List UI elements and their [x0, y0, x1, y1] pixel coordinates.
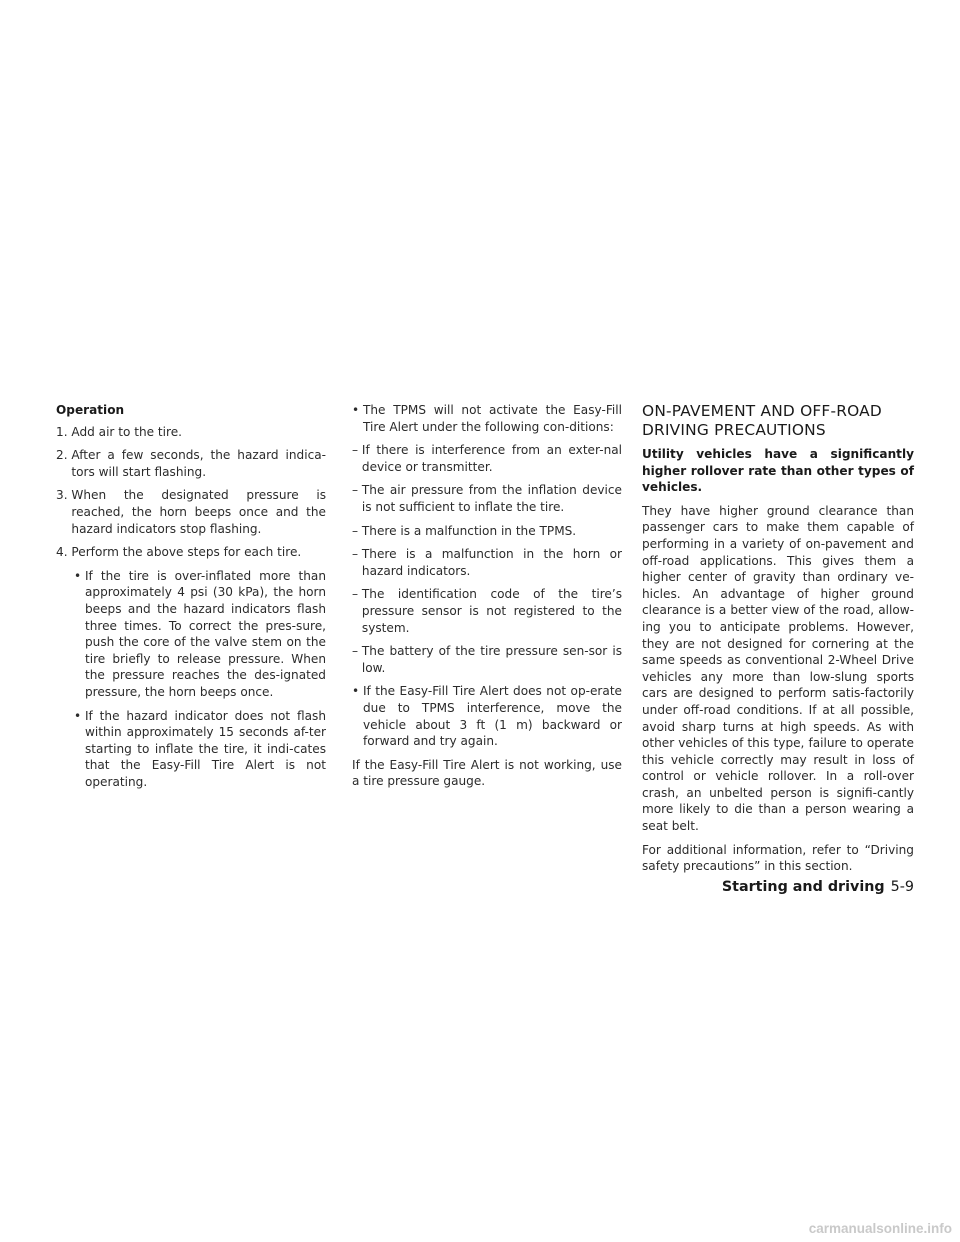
condition-item	[352, 643, 622, 676]
bullet-text: If the hazard indicator does not flash within approximately 15 seconds af-ter starting to inflate the tire, it indi-cates that the Easy-Fill Tire Alert is not operating.	[84, 708, 326, 789]
page-number: 5-9	[890, 879, 914, 895]
step-text: After a few seconds, the hazard indica-tors will start flashing.	[71, 448, 326, 479]
condition-item	[352, 482, 622, 515]
condition-item	[352, 546, 622, 579]
condition-text: If there is interference from an exter-nal device or transmitter.	[361, 443, 622, 474]
bullet-icon: •	[74, 708, 85, 723]
operation-heading: Operation	[56, 403, 125, 417]
bullet-text: If the tire is over-inflated more than approximately 4 psi (30 kPa), the horn beeps and the hazard indicators flash three times. To correct the pres-sure, push the core of the valve stem on the tire briefly to release pressure. When the pressure reaches the des-ignated pressure, the horn beeps once.	[84, 568, 326, 699]
bullet-icon: •	[74, 568, 85, 583]
page-footer	[722, 879, 914, 895]
body-paragraph: They have higher ground clearance than passenger cars to make them capable of performing in a variety of on-pavement and off-road applications. This gives them a higher center of gravity than ordinary ve-hicles. An advantage of higher ground clearance is a better view of the road, allow-ing you to anticipate problems. However, they are not designed for cornering at the same speeds as conventional 2-Wheel Drive vehicles any more than low-slung sports cars are designed to perform satis-factorily under off-road conditions. If at all possible, avoid sharp turns at high speeds. As with other vehicles of this type, failure to operate this vehicle correctly may result in loss of control or vehicle rollover. In a roll-over crash, an unbelted person is signifi-cantly more likely to die than a person wearing a seat belt.	[642, 503, 914, 834]
dash-icon: –	[352, 483, 362, 498]
step-1	[56, 424, 326, 441]
dash-icon: –	[352, 443, 362, 458]
column-driving-precautions	[642, 402, 914, 882]
footer-section-title: Starting and driving	[721, 879, 885, 895]
step-number: 1.	[56, 424, 68, 439]
bullet-interference	[352, 683, 622, 749]
closing-paragraph: If the Easy-Fill Tire Alert is not working, use a tire pressure gauge.	[352, 757, 622, 789]
step-number: 4.	[56, 545, 68, 560]
dash-icon: –	[352, 523, 362, 538]
step-3	[56, 487, 326, 537]
step-text: When the designated pressure is reached, the horn beeps once and the hazard indicators stop flashing.	[71, 488, 326, 536]
step-text: Perform the above steps for each tire.	[71, 545, 302, 560]
reference-paragraph: For additional information, refer to “Driving safety precautions” in this section.	[642, 842, 914, 874]
bullet-icon: •	[352, 684, 363, 699]
bullet-text: If the Easy-Fill Tire Alert does not op-erate due to TPMS interference, move the vehicle about 3 ft (1 m) backward or forward and try again.	[362, 684, 622, 749]
bullet-text: The TPMS will not activate the Easy-Fill Tire Alert under the following con-ditions:	[362, 403, 622, 434]
section-title: ON-PAVEMENT AND OFF-ROAD DRIVING PRECAUTIONS	[642, 402, 882, 439]
dash-icon: –	[352, 587, 362, 602]
column-conditions	[352, 402, 622, 797]
condition-text: The battery of the tire pressure sen-sor is low.	[361, 644, 622, 675]
step-4	[56, 544, 326, 561]
condition-text: The identification code of the tire’s pressure sensor is not registered to the system.	[361, 587, 622, 635]
step-text: Add air to the tire.	[71, 424, 183, 439]
rollover-warning: Utility vehicles have a significantly higher rollover rate than other types of vehicles.	[642, 447, 914, 495]
step-2	[56, 447, 326, 480]
condition-text: There is a malfunction in the horn or hazard indicators.	[361, 547, 622, 578]
step-number: 3.	[56, 488, 68, 503]
bullet-over-inflated	[56, 568, 326, 701]
condition-item	[352, 442, 622, 475]
condition-item	[352, 523, 622, 540]
condition-text: The air pressure from the inflation device is not sufficient to inflate the tire.	[361, 483, 622, 514]
column-operation	[56, 402, 326, 797]
bullet-no-flash	[56, 708, 326, 791]
condition-text: There is a malfunction in the TPMS.	[361, 523, 577, 538]
bullet-icon: •	[352, 403, 363, 417]
dash-icon: –	[352, 547, 362, 562]
condition-item	[352, 586, 622, 636]
site-watermark: carmanualsonline.info	[808, 1221, 952, 1236]
step-number: 2.	[56, 448, 68, 463]
dash-icon: –	[352, 644, 362, 659]
bullet-tpms-conditions	[352, 402, 622, 435]
